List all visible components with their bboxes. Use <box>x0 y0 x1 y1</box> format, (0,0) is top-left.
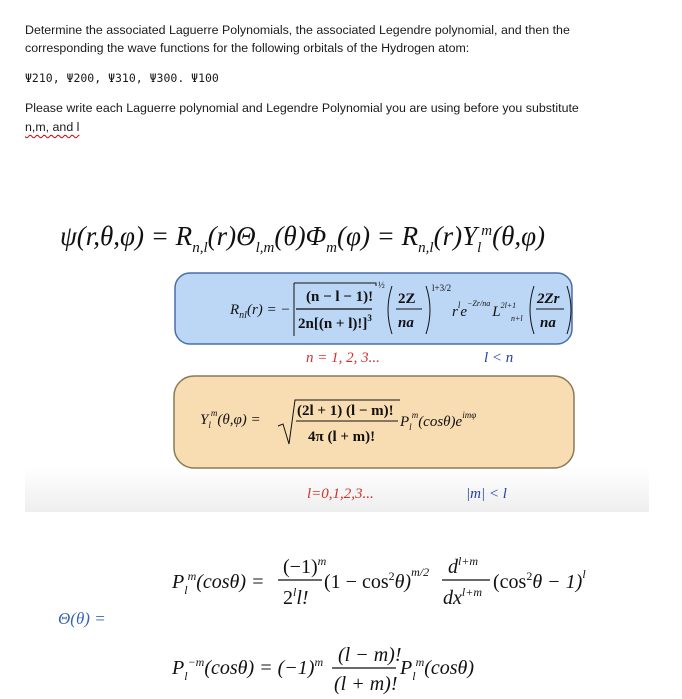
svg-text:(cos2θ − 1)l: $(\cos^2\theta - 1)^l$ <box>493 567 586 593</box>
m-condition: |m| < l <box>466 486 507 502</box>
main-lhs: ψ(r,θ,φ) = R <box>60 221 193 251</box>
l-range: l=0,1,2,3... <box>307 486 374 502</box>
svg-text:2Z: 2Z <box>398 291 416 307</box>
svg-text:dl+m: $d^{l+m}$ <box>448 554 479 578</box>
svg-text:l+3/2: l+3/2 <box>432 283 452 293</box>
l-condition: l < n <box>484 350 514 366</box>
svg-text:(−1)m: $(-1)^m$ <box>283 554 327 578</box>
svg-text:n+l: n+l <box>511 314 523 323</box>
pneg-equation <box>171 644 474 695</box>
svg-text:2Zr: 2Zr <box>537 291 560 307</box>
main-equation <box>60 221 545 256</box>
svg-text:½: ½ <box>378 280 385 290</box>
ylm-num: (2l + 1) (l − m)! <box>297 403 394 419</box>
theta-label: Θ(θ) = <box>58 609 106 628</box>
svg-text:Rnl(r) = −: $R_{nl}(r)$ = − <box>230 302 291 321</box>
ylm-den: 4π (l + m)! <box>308 429 376 445</box>
svg-text:ψ(r,θ,φ) = Rn,l(r)Θl,m(θ)Φm(φ): $\psi(r,\theta,\varphi) = R_{n,l}(r)\Theta_{l,m}(\theta)\Phi_m(\varphi) = R_{n,l}(r)Y_l^m(\theta,\varphi)$ <box>60 221 546 256</box>
svg-text:rle−Zr/naL2l+1: $r^le^{-Zr/na}L^{2l+1}$ <box>452 299 517 320</box>
svg-text:Pl−m(cosθ) = (−1)m: $P_l^{-m}(\cos\theta) = (-1)^m$ <box>172 655 324 683</box>
svg-text:2ll!: 2$^l$l! <box>283 585 309 609</box>
svg-text:Plm(cosθ): $P_l^m(\cos\theta)$ <box>400 655 475 683</box>
question-line-4: n,m, and l <box>25 120 80 134</box>
svg-text:Plm(cosθ)eimφ: $P_l^m(\cos\theta)e^{im\varphi}$ <box>400 410 477 432</box>
svg-text:(l − m)!: (l − m)! <box>338 644 402 666</box>
radial-num: (n − l − 1)! <box>306 289 374 305</box>
svg-text:na: na <box>398 315 414 331</box>
question-line-2: corresponding the wave functions for the following orbitals of the Hydrogen atom: <box>25 41 470 55</box>
n-range: n = 1, 2, 3... <box>306 350 380 366</box>
question-line-1: Determine the associated Laguerre Polynomials, the associated Legendre polynomial, and then the <box>25 23 570 37</box>
plm-equation <box>171 554 586 609</box>
svg-text:Plm(cosθ) =: $P_l^m(\cos\theta)$ = <box>172 569 265 597</box>
svg-text:(1 − cos2θ)m/2: $(1 - \cos^2\theta)^{m/2}$ <box>324 565 430 593</box>
svg-text:Ylm(θ,φ) =: $Y_l^m(\theta,\varphi)$ = <box>200 408 261 430</box>
svg-text:na: na <box>540 315 556 331</box>
question-line-3: Please write each Laguerre polynomial and Legendre Polynomial you are using before you substitute <box>25 101 579 115</box>
svg-text:dxl+m: $dx^{l+m}$ <box>443 585 482 609</box>
svg-text:2n[(n + l)!]3: $2n[(n + l)!]^3$ <box>298 313 372 332</box>
orbital-list: Ψ210, Ψ200, Ψ310, Ψ300. Ψ100 <box>25 71 219 85</box>
svg-text:(l + m)!: (l + m)! <box>334 673 398 695</box>
radial-den: 2n[(n + l)!] <box>298 316 368 332</box>
